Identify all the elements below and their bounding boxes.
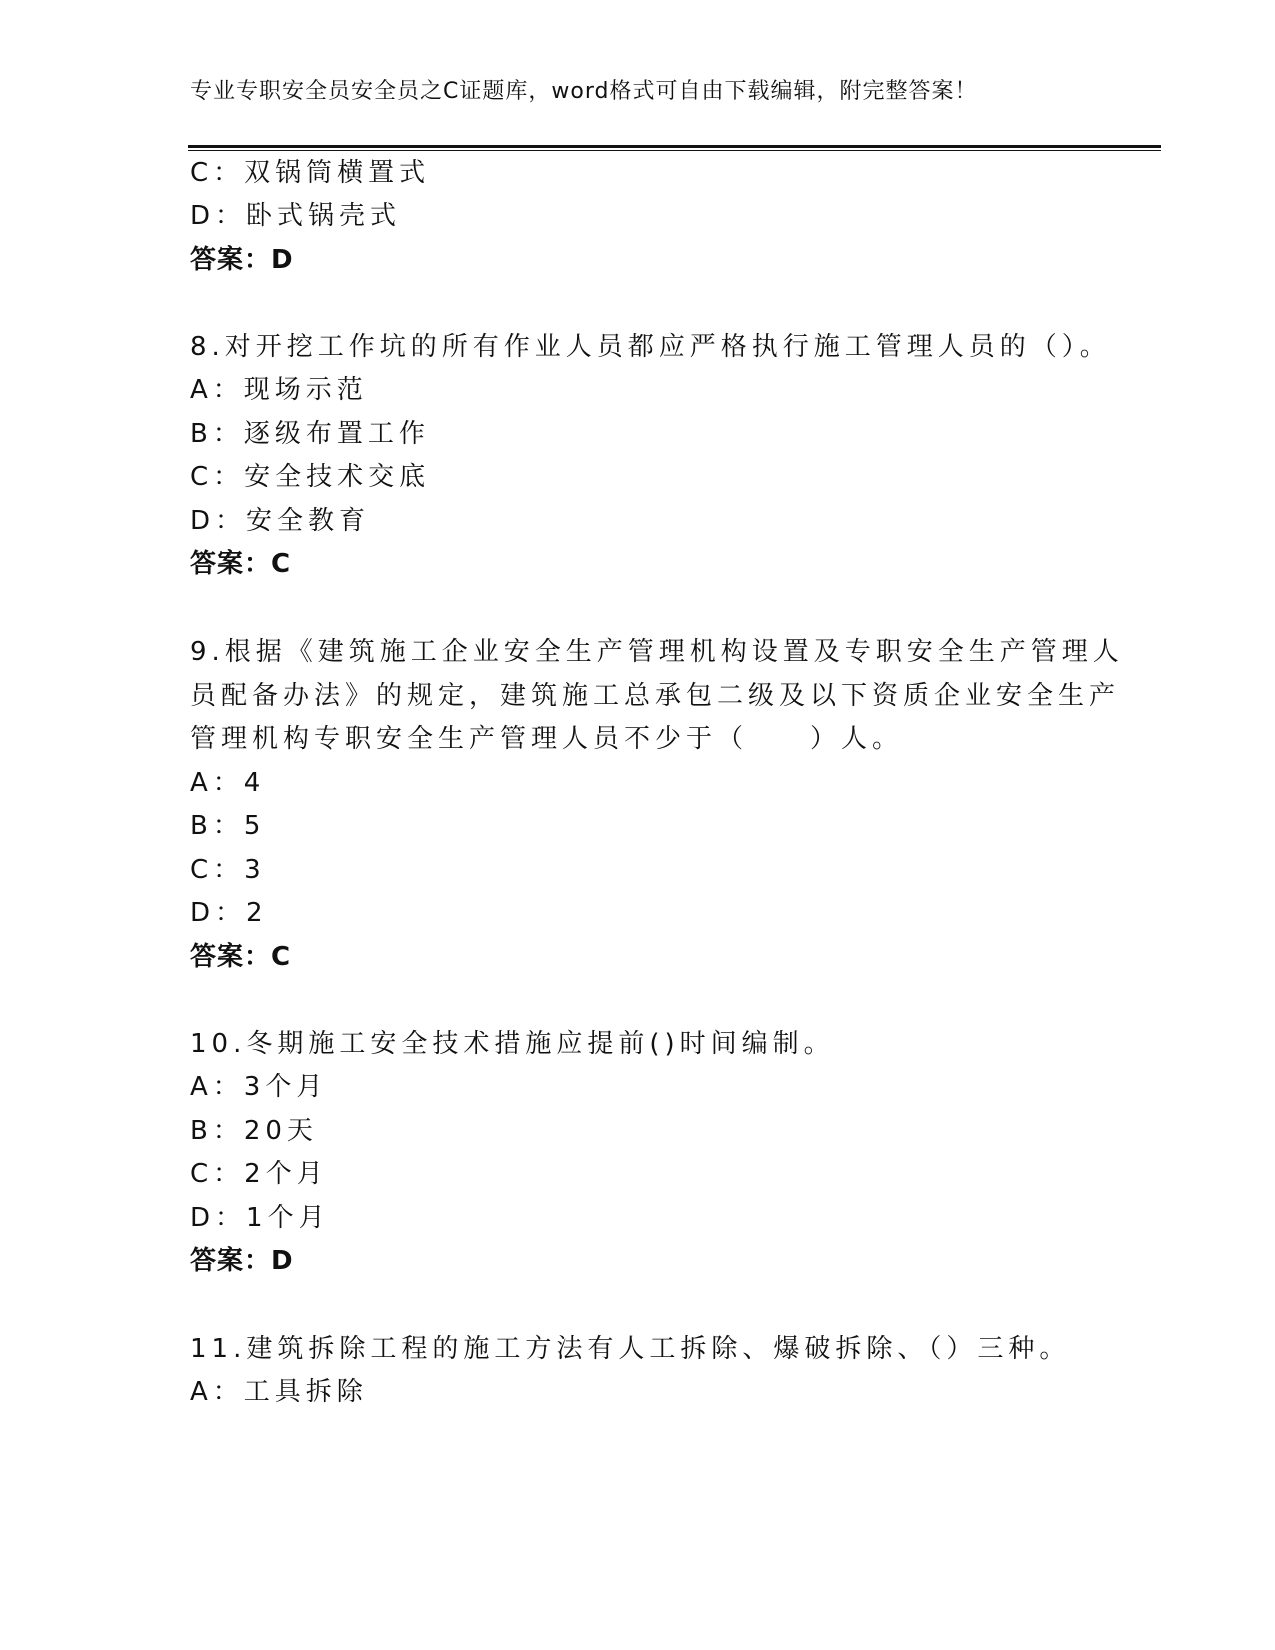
- question-stem: 员配备办法》的规定，建筑施工总承包二级及以下资质企业安全生产: [190, 681, 1121, 711]
- header-divider: [188, 145, 1161, 151]
- answer-text: 答案：D: [190, 1246, 294, 1276]
- option-text: D：2: [190, 898, 268, 928]
- question-stem: 10.冬期施工安全技术措施应提前()时间编制。: [190, 1029, 835, 1059]
- option-text: A：现场示范: [190, 375, 368, 405]
- option-text: C：2个月: [190, 1159, 328, 1189]
- question-stem: 8.对开挖工作坑的所有作业人员都应严格执行施工管理人员的（）。: [190, 332, 1111, 362]
- option-text: B：逐级布置工作: [190, 419, 430, 449]
- answer-text: 答案：C: [190, 549, 292, 579]
- option-text: D：1个月: [190, 1203, 330, 1233]
- option-text: C：安全技术交底: [190, 462, 431, 492]
- option-text: A：3个月: [190, 1072, 328, 1102]
- option-text: A：工具拆除: [190, 1377, 368, 1407]
- question-stem: 11.建筑拆除工程的施工方法有人工拆除、爆破拆除、（）三种。: [190, 1334, 1071, 1364]
- option-text: D：卧式锅壳式: [190, 201, 402, 231]
- question-stem: 管理机构专职安全生产管理人员不少于（ ）人。: [190, 724, 904, 754]
- answer-text: 答案：D: [190, 245, 294, 275]
- option-text: C：3: [190, 855, 266, 885]
- option-text: B：20天: [190, 1116, 318, 1146]
- option-text: C：双锅筒横置式: [190, 158, 431, 188]
- option-text: B：5: [190, 811, 266, 841]
- option-text: D：安全教育: [190, 506, 371, 536]
- page-header: 专业专职安全员安全员之C证题库，word格式可自由下载编辑，附完整答案！: [190, 79, 978, 104]
- question-stem: 9.根据《建筑施工企业安全生产管理机构设置及专职安全生产管理人: [190, 637, 1124, 667]
- option-text: A：4: [190, 768, 266, 798]
- answer-text: 答案：C: [190, 942, 292, 972]
